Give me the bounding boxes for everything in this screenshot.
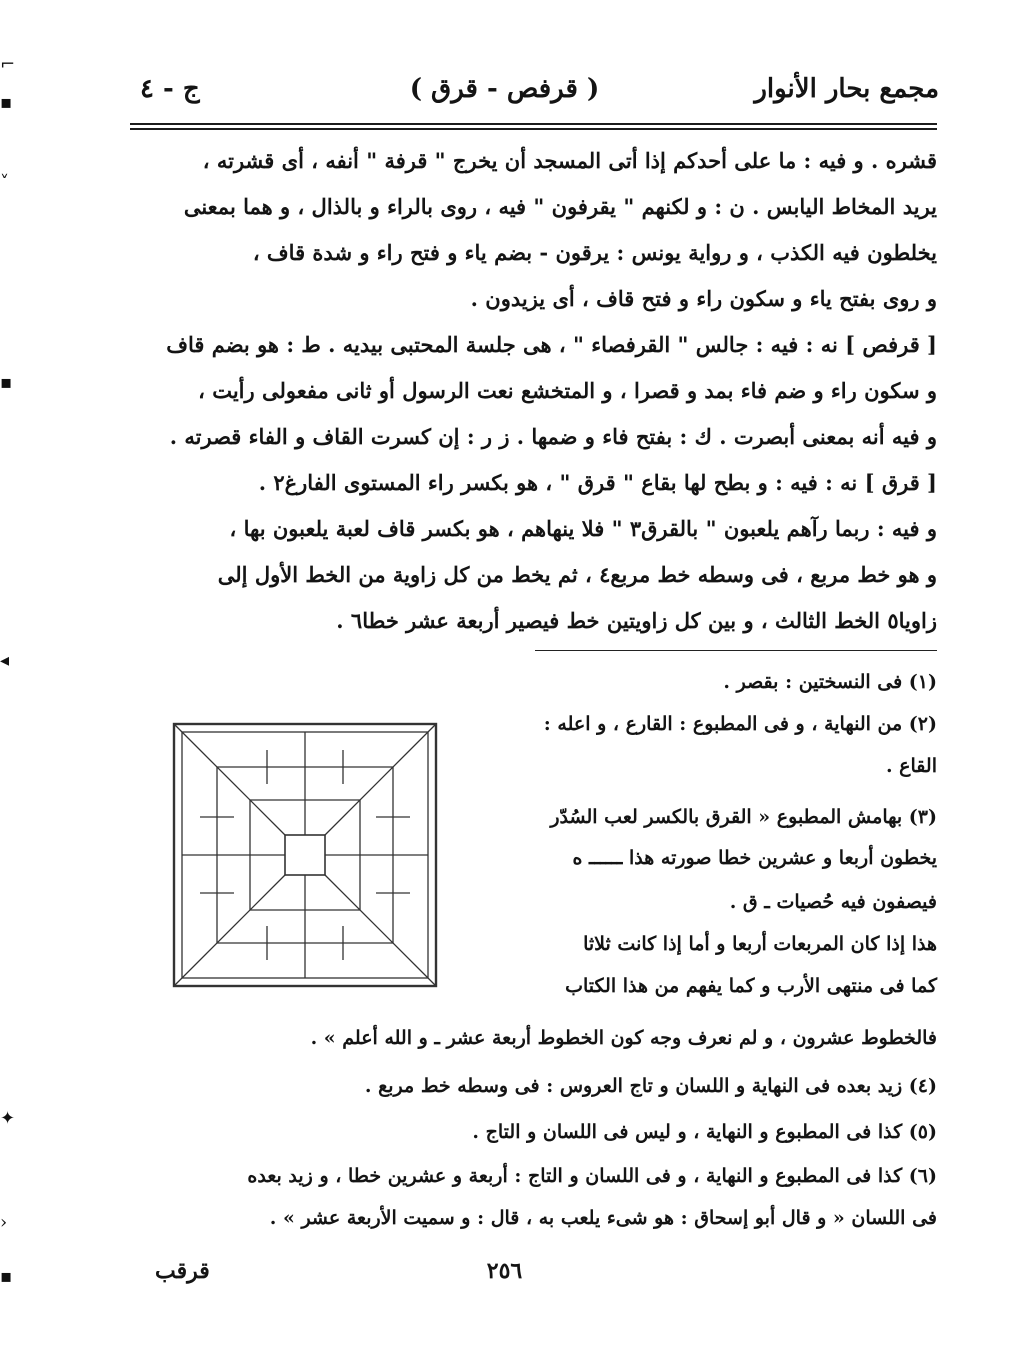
scan-edge-mark: ◂ [0,650,10,671]
scan-edge-mark: ▪ [0,1266,13,1287]
footnote-3-cont: هذا إذا كان المربعات أربعا و أما إذا كانت ثلاثا [583,933,937,955]
text-line: [ قرفص ] نه : فيه : جالس " القرفصاء " ، هى جلسة المحتبى بيديه . ط : هو بضم قاف [166,332,937,357]
footnote-4: (٤) زيد بعده فى النهاية و اللسان و تاج العروس : فى وسطه خط مربع . [364,1075,937,1097]
footnote-6: (٦) كذا فى المطبوع و النهاية ، و فى اللسان و التاج : أربعة و عشرين خطا ، و زيد بعده [247,1165,937,1187]
running-title: مجمع بحار الأنوار [754,74,939,104]
text-line: قشره . و فيه : ما على أحدكم إذا أتى المسجد أن يخرج " قرفة " أنفه ، أى قشرته ، [202,148,937,173]
footnote-3-cont: كما فى منتهى الأرب و كما يفهم من هذا الكتاب [565,975,937,997]
scan-edge-mark: ⌐ [0,54,16,75]
footnote-3-cont: فالخطوط عشرون ، و لم نعرف وجه كون الخطوط أربعة عشر ـ و الله أعلم » . [310,1027,937,1049]
header-rule-top [130,123,937,125]
page-number: ٢٥٦ [486,1258,523,1284]
footnote-2-cont: القاع . [885,755,937,777]
text-line: و فيه أنه بمعنى أبصرت . ك : بفتح فاء و ضمها . ز ر : إن كسرت القاف و الفاء قصرته . [169,424,937,449]
text-line: زاويا٥ الخط الثالث ، و بين كل زاويتين خط فيصير أربعة عشر خطا٦ . [336,608,937,633]
footnote-1: (١) فى النسختين : بقصر . [723,671,937,693]
text-line: يخلطون فيه الكذب ، و رواية يونس : يرقون - بضم ياء و فتح راء و شدة قاف ، [252,240,937,265]
footnote-separator [535,650,937,651]
main-text [128,138,937,644]
footnote-6-cont: فى اللسان « و قال أبو إسحاق : هو شىء يلعب به ، قال : و سميت الأربعة عشر » . [269,1207,937,1229]
footnote-3: (٣) بهامش المطبوع « القرق بالكسر لعب السُدّر [550,806,937,828]
text-line: يريد المخاط اليابس . ن : و لكنهم " يقرفون " فيه ، روى بالراء و بالذال ، و هما بمعنى [183,194,937,219]
section-range: ( قرفص - قرق ) [409,74,600,104]
text-line: [ قرق ] نه : فيه : و بطح لها بقاع " قرق " ، هو بكسر راء المستوى الفارغ٢ . [258,470,937,495]
footnote-2: (٢) من النهاية ، و فى المطبوع : القارع ، و اعله : [543,713,937,735]
footnote-5: (٥) كذا فى المطبوع و النهاية ، و ليس فى اللسان و التاج . [472,1121,937,1143]
scan-edge-mark: › [0,1212,8,1233]
text-line: و روى بفتح ياء و سكون راء و فتح قاف ، أى يزيدون . [470,286,937,311]
scan-edge-mark: ▪ [0,92,13,113]
text-line: و فيه : ربما رآهم يلعبون " بالقرق٣ " فلا ينهاهم ، هو بكسر قاف لعبة يلعبون بها ، [229,516,937,541]
footnote-3-cont: فيصفون فيه حُصيات ـ ق . [729,891,937,913]
footnote-3-cont: يخطون أربعا و عشرين خطا صورته هذا ــــــ ه [572,847,937,869]
text-line: و هو خط مربع ، فى وسطه خط مربع٤ ، ثم يخط من كل زاوية من الخط الأول إلى [217,562,937,587]
text-line: و سكون راء و ضم فاء بمد و قصرا ، و المتخشع نعت الرسول أو ثانى مفعولى رأيت ، [198,378,937,403]
header-rule-bottom [130,128,937,130]
scan-edge-mark: ˅ [0,172,9,193]
scan-edge-mark: ✦ [0,1108,16,1129]
scan-edge-mark: ▪ [0,372,13,393]
catchword: قرقب [155,1258,210,1284]
qirq-board-figure [172,722,438,988]
volume-label: ج - ٤ [140,74,200,104]
